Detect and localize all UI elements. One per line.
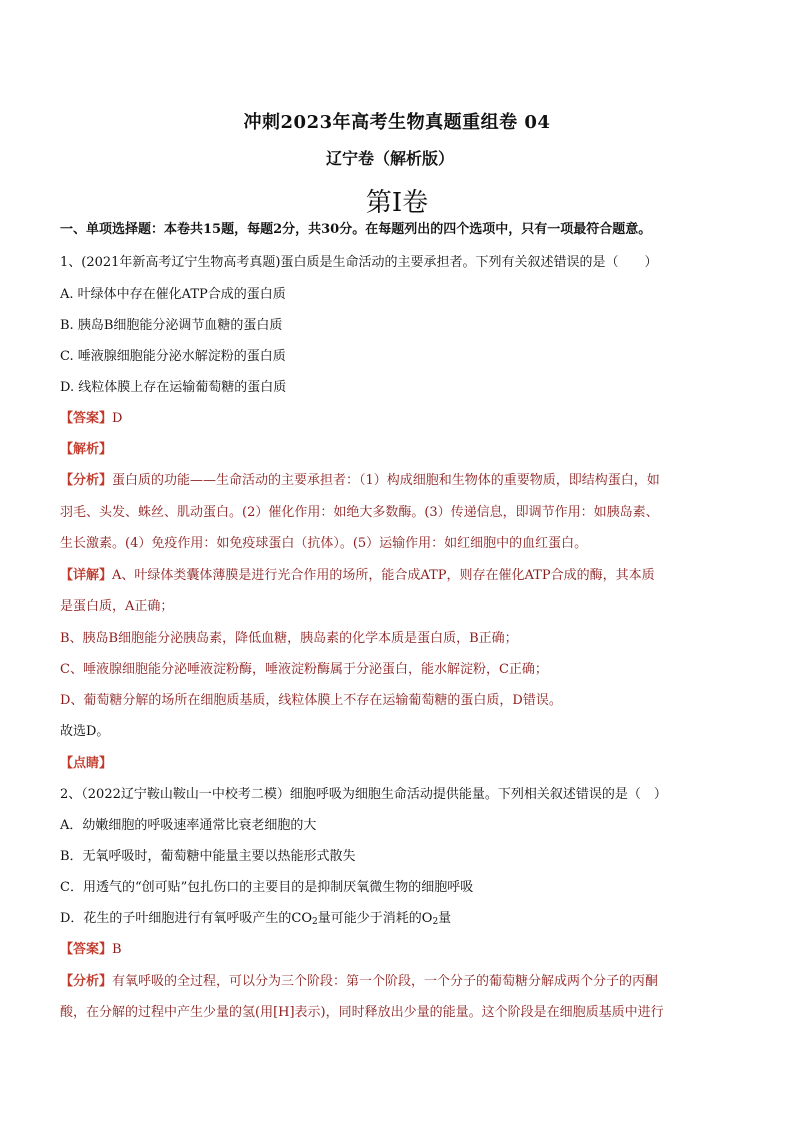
q1-fenxi-line-2: 羽毛、头发、蛛丝、肌动蛋白。(2）催化作用：如绝大多数酶。(3）传递信息，即调节作用：如胰岛素、 (60, 505, 659, 520)
q2-stem: 2、（2022辽宁鞍山鞍山一中校考二模）细胞呼吸为细胞生命活动提供能量。下列相关叙述错误的是（ ） (60, 787, 667, 802)
q2-d-text-2: 量可能少于消耗的O (317, 911, 433, 926)
q1-stem: 1、(2021年新高考辽宁生物高考真题)蛋白质是生命活动的主要承担者。下列有关叙述错误的是（ ） (60, 255, 658, 270)
volume-heading: 第I卷 (365, 188, 429, 218)
q1-xiangjie-line-4: C、唾液腺细胞能分泌唾液淀粉酶，唾液淀粉酶属于分泌蛋白，能水解淀粉，C正确； (60, 662, 548, 677)
q2-answer (60, 940, 740, 960)
xiangjie-tag: 【详解】 (60, 568, 113, 583)
q2-option-c: C．用透气的“创可贴”包扎伤口的主要目的是抑制厌氧微生物的细胞呼吸 (60, 880, 474, 895)
q1-xiangjie-line-1 (60, 566, 740, 586)
q1-option-c: C. 唾液腺细胞能分泌水解淀粉的蛋白质 (60, 349, 286, 364)
answer-value: B (112, 942, 122, 957)
q2-d-text-1: D．花生的子叶细胞进行有氧呼吸产生的CO (60, 911, 313, 926)
q1-conclusion: 故选D。 (60, 724, 110, 739)
q2-d-text-3: 量 (438, 911, 452, 926)
q2-fenxi-line-2: 酸，在分解的过程中产生少量的氢(用[H]表示)，同时释放出少量的能量。这个阶段是在细胞质基质中进行 (60, 1005, 664, 1020)
fenxi-text: 有氧呼吸的全过程，可以分为三个阶段：第一个阶段，一个分子的葡萄糖分解成两个分子的丙酮 (112, 974, 659, 989)
q1-xiangjie-line-3: B、胰岛B细胞能分泌胰岛素，降低血糖，胰岛素的化学本质是蛋白质，B正确； (60, 631, 518, 646)
answer-tag: 【答案】 (60, 411, 113, 426)
q1-option-a: A. 叶绿体中存在催化ATP合成的蛋白质 (60, 287, 286, 302)
q1-option-b: B. 胰岛B细胞能分泌调节血糖的蛋白质 (60, 318, 283, 333)
q1-fenxi-line-3: 生长激素。(4）免疫作用：如免疫球蛋白（抗体）。(5）运输作用：如红细胞中的血红蛋白。 (60, 536, 588, 551)
answer-tag: 【答案】 (60, 942, 113, 957)
q1-answer (60, 409, 740, 429)
q2-option-b: B．无氧呼吸时，葡萄糖中能量主要以热能形式散失 (60, 849, 356, 864)
fenxi-tag: 【分析】 (60, 473, 113, 488)
dianjing-tag: 【点睛】 (60, 756, 113, 771)
q2-d-subscript-2: 2 (432, 917, 439, 927)
q1-xiangjie-line-2: 是蛋白质，A正确； (60, 599, 174, 614)
q1-option-d: D. 线粒体膜上存在运输葡萄糖的蛋白质 (60, 380, 287, 395)
page-subtitle: 辽宁卷（解析版） (325, 149, 454, 168)
q1-fenxi-line-1 (60, 471, 740, 491)
q2-option-d (60, 909, 740, 932)
xiangjie-text: A、叶绿体类囊体薄膜是进行光合作用的场所，能合成ATP，则存在催化ATP合成的酶，其本质 (112, 568, 655, 583)
q2-option-a: A．幼嫩细胞的呼吸速率通常比衰老细胞的大 (60, 818, 317, 833)
q1-analysis-heading (60, 440, 740, 460)
answer-value: D (112, 411, 123, 426)
fenxi-tag: 【分析】 (60, 974, 113, 989)
page-title: 冲刺2023年高考生物真题重组卷 04 (243, 112, 551, 133)
q1-dianjing (60, 754, 740, 774)
fenxi-text: 蛋白质的功能——生命活动的主要承担者：（1）构成细胞和生物体的重要物质，即结构蛋白，如 (112, 473, 660, 488)
q2-fenxi-line-1 (60, 972, 740, 992)
section-instruction: 一、单项选择题：本卷共15题，每题2分，共30分。在每题列出的四个选项中，只有一项最符合题意。 (60, 222, 652, 237)
q2-d-subscript-1: 2 (312, 917, 318, 927)
analysis-tag: 【解析】 (60, 442, 113, 457)
q1-xiangjie-line-5: D、葡萄糖分解的场所在细胞质基质，线粒体膜上不存在运输葡萄糖的蛋白质，D错误。 (60, 693, 562, 708)
